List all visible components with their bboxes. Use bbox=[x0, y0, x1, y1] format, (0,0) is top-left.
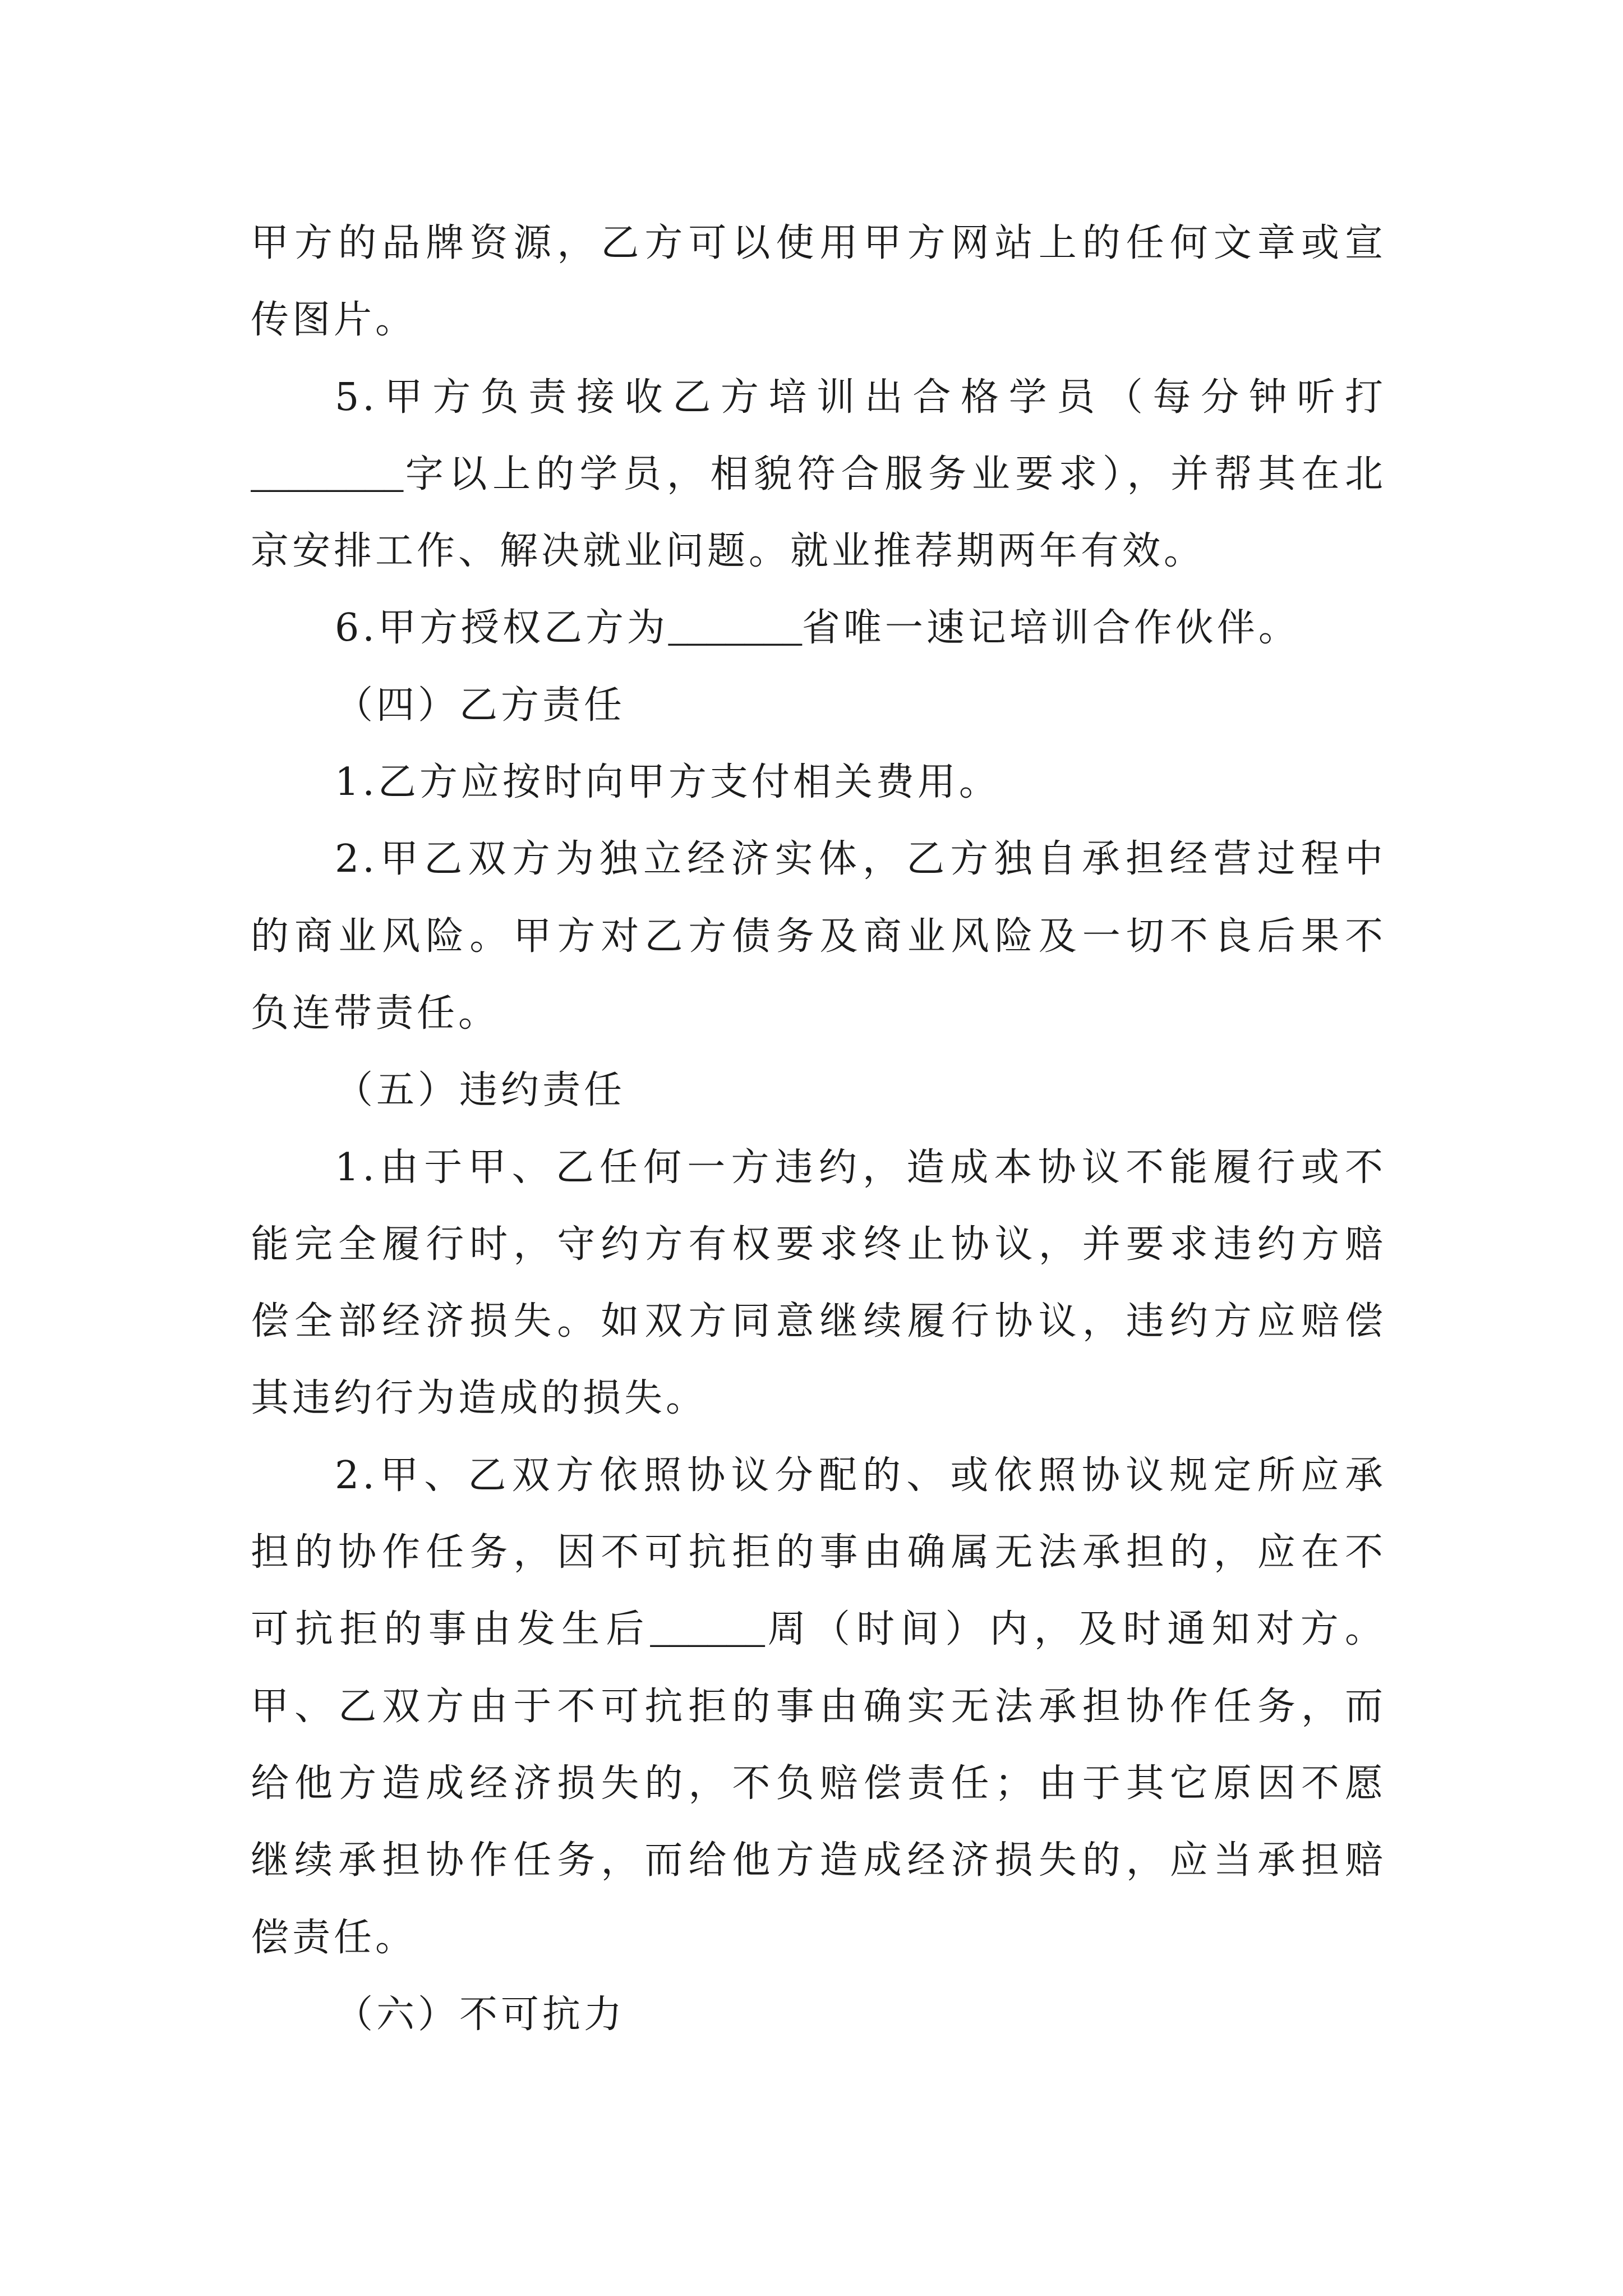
text-line: 传图片。 bbox=[251, 298, 417, 343]
text-line: 甲方的品牌资源，乙方可以使用甲方网站上的任何文章或宣 bbox=[251, 221, 1386, 265]
text-line: 担的协作任务，因不可抗拒的事由确属无法承担的，应在不 bbox=[251, 1530, 1386, 1575]
fill-in-blank: _______ bbox=[668, 606, 802, 650]
text-line: 2.甲、乙双方依照协议分配的、或依照协议规定所应承 bbox=[335, 1453, 1386, 1498]
text-line-with-blank bbox=[251, 1591, 1386, 1668]
clause-6-line bbox=[251, 590, 1386, 666]
text-line-with-blank bbox=[251, 436, 1386, 513]
text-line: 给他方造成经济损失的，不负赔偿责任；由于其它原因不愿 bbox=[251, 1761, 1386, 1806]
section-heading: （六）不可抗力 bbox=[335, 1992, 626, 2037]
section-heading: （四）乙方责任 bbox=[335, 683, 626, 728]
section-heading: （五）违约责任 bbox=[335, 1068, 626, 1113]
clause-5-line: 5.甲方负责接收乙方培训出合格学员（每分钟听打 bbox=[335, 375, 1386, 420]
text-segment: 可抗拒的事由发生后 bbox=[251, 1607, 651, 1652]
text-segment: 周（时间）内，及时通知对方。 bbox=[764, 1607, 1386, 1652]
text-line: 1.由于甲、乙任何一方违约，造成本协议不能履行或不 bbox=[335, 1145, 1386, 1190]
text-line: 2.甲乙双方为独立经济实体，乙方独自承担经营过程中 bbox=[335, 837, 1386, 882]
text-line: 京安排工作、解决就业问题。就业推荐期两年有效。 bbox=[251, 529, 1206, 574]
text-line: 继续承担协作任务，而给他方造成经济损失的，应当承担赔 bbox=[251, 1838, 1386, 1883]
text-line: 甲、乙双方由于不可抗拒的事由确实无法承担协作任务，而 bbox=[251, 1684, 1386, 1729]
text-segment: 字以上的学员，相貌符合服务业要求），并帮其在北 bbox=[403, 452, 1386, 496]
text-segment: 6.甲方授权乙方为 bbox=[335, 606, 668, 651]
text-line: 偿责任。 bbox=[251, 1915, 417, 1960]
document-body bbox=[251, 205, 1386, 2053]
text-line: 其违约行为造成的损失。 bbox=[251, 1376, 708, 1421]
text-line: 负连带责任。 bbox=[251, 991, 500, 1036]
fill-in-blank: ______ bbox=[650, 1608, 765, 1651]
text-line: 1.乙方应按时向甲方支付相关费用。 bbox=[335, 760, 1000, 805]
fill-in-blank: ________ bbox=[251, 452, 403, 495]
text-line: 的商业风险。甲方对乙方债务及商业风险及一切不良后果不 bbox=[251, 914, 1386, 959]
text-line: 能完全履行时，守约方有权要求终止协议，并要求违约方赔 bbox=[251, 1222, 1386, 1267]
text-line: 偿全部经济损失。如双方同意继续履行协议，违约方应赔偿 bbox=[251, 1299, 1386, 1344]
text-segment: 省唯一速记培训合作伙伴。 bbox=[801, 606, 1300, 651]
